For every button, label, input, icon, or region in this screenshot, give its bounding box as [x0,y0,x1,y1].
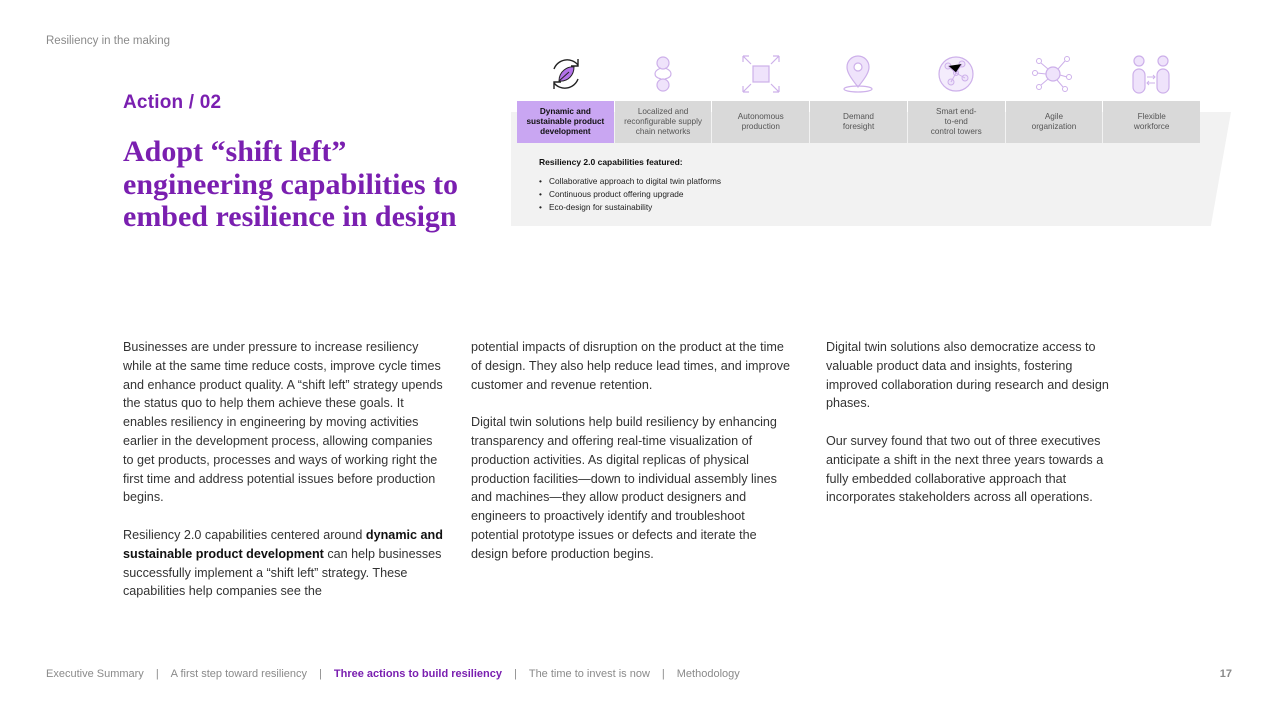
page-title: Adopt “shift left” engineering capabilities to embed resilience in design [123,135,458,233]
featured-list [539,175,939,213]
paragraph: Our survey found that two out of three executives anticipate a shift in the next three years towards a fully embedded collaborative approach that incorporates stakeholders across all operations. [826,433,1104,505]
action-tag [123,92,221,114]
nav-separator: | [155,668,159,680]
leaf-cycle-icon [517,50,615,98]
capability-tabs [517,101,1200,143]
nav-three-actions[interactable]: Three actions to build resiliency [333,668,502,680]
tab-localized-supply-chain-networks[interactable]: Localized and reconfigurable supply chain networks [615,101,712,143]
paragraph: Digital twin solutions help build resiliency by enhancing transparency and offering real-time visualization of production activities. As digital replicas of physical production facilities—down to individual assembly lines and machines—they allow product designers and engineers to proactively identify and troubleshoot potential prototype issues or defects and iterate the design before production begins. [471,415,777,561]
nav-separator: | [319,668,322,680]
page-number: 17 [1219,668,1232,680]
text-run: Resiliency 2.0 capabilities centered around [123,527,366,542]
tab-flexible-workforce[interactable]: Flexible workforce [1103,101,1200,143]
featured-title: Resiliency 2.0 capabilities featured: [539,157,683,167]
featured-capabilities [539,157,939,213]
capability-icons-row [517,50,1200,98]
nav-methodology[interactable]: Methodology [676,668,740,680]
list-item: • Continuous product offering upgrade [539,188,939,201]
paragraph [123,526,443,601]
tab-demand-foresight[interactable]: Demand foresight [810,101,907,143]
action-number: 02 [199,92,222,113]
people-exchange-icon [1102,50,1200,98]
bold-text: dynamic and sustainable product development [123,527,443,561]
list-item: • Eco-design for sustainability [539,201,939,214]
body-column-3 [826,338,1126,526]
tab-autonomous-production[interactable]: Autonomous production [712,101,809,143]
body-column-1 [123,338,443,620]
route-icon [615,50,713,98]
action-slash: / [188,92,195,113]
location-pin-icon [810,50,908,98]
body-column-2 [471,338,791,582]
globe-network-icon [907,50,1005,98]
tab-dynamic-sustainable-product-development[interactable]: Dynamic and sustainable product development [517,101,614,143]
nav-separator: | [513,668,517,680]
action-label: Action [123,92,184,113]
paragraph: Digital twin solutions also democratize access to valuable product data and insights, fostering improved collaboration during research and design phases. [826,340,1109,411]
paragraph: potential impacts of disruption on the product at the time of design. They also help reduce lead times, and improve customer and revenue retention. [471,340,790,392]
nav-first-step[interactable]: A first step toward resiliency [170,668,308,680]
nav-separator: | [661,668,665,680]
tab-agile-organization[interactable]: Agile organization [1006,101,1103,143]
paragraph: Businesses are under pressure to increase resiliency while at the same time reduce costs, improve cycle times and enhance product quality. A “shift left” strategy upends the status quo to help them achieve these goals. It enables resiliency in engineering by moving activities earlier in the development process, allowing companies to get products, processes and ways of working right the first time and address potential issues before production begins. [123,340,443,505]
list-item: • Collaborative approach to digital twin platforms [539,175,939,188]
text-run: can help businesses successfully implement a “shift left” strategy. These capabilities help companies see the [123,546,442,599]
nav-executive-summary[interactable]: Executive Summary [46,668,144,680]
network-nodes-icon [1005,50,1103,98]
tab-smart-control-towers[interactable]: Smart end- to-end control towers [908,101,1005,143]
footer-nav [46,668,740,680]
expand-arrows-icon [712,50,810,98]
nav-time-to-invest[interactable]: The time to invest is now [528,668,650,680]
section-header: Resiliency in the making [46,35,171,47]
